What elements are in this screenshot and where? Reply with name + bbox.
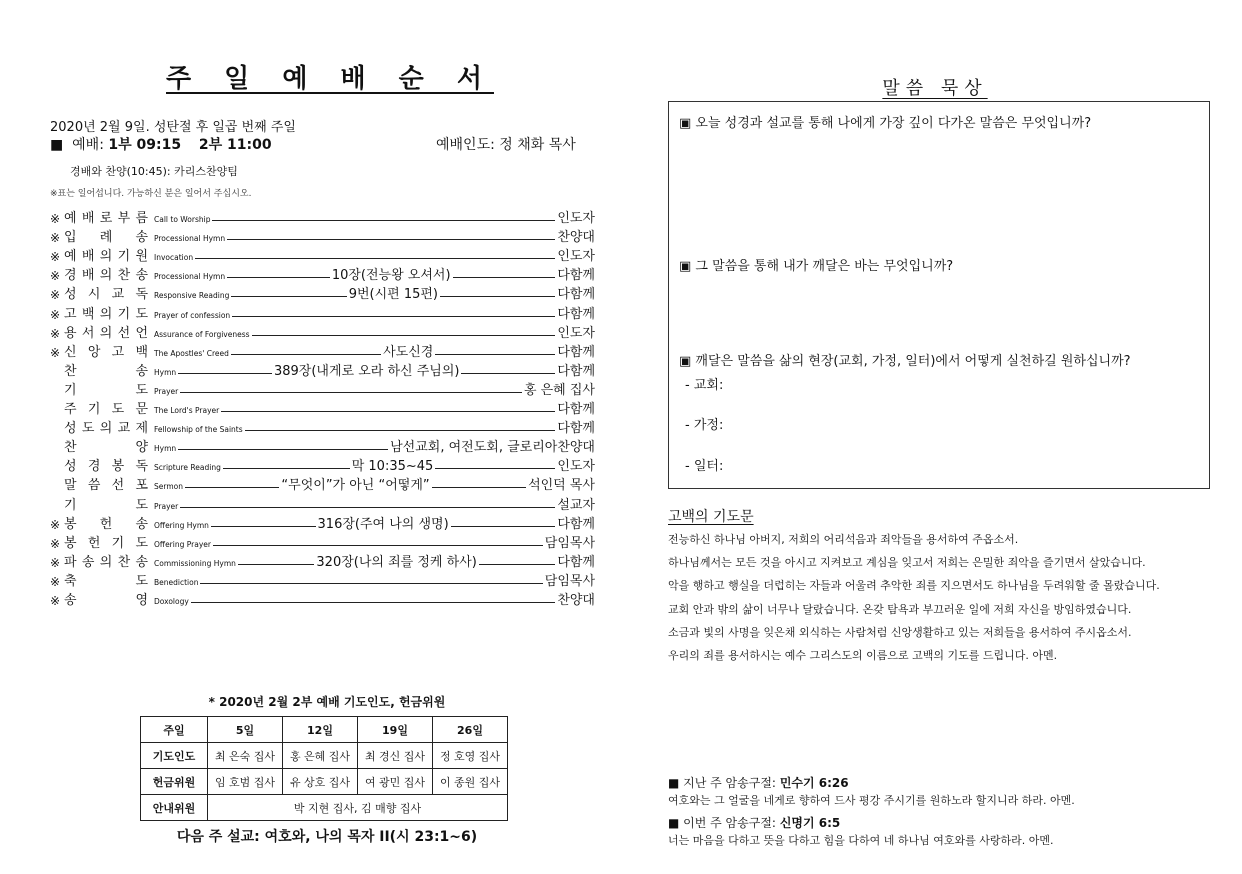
last-week-verse: 여호와는 그 얼굴을 네게로 향하여 드사 평강 주시기를 원하노라 할지니라 하라. 아멘. — [668, 794, 1075, 807]
service-date: 2020년 2월 9일. 성탄절 후 일곱 번째 주일 — [50, 120, 296, 135]
leader-line — [252, 335, 556, 336]
table-cell: 여 광민 집사 — [358, 769, 433, 795]
order-item-person: 인도자 — [557, 211, 595, 227]
order-item-korean: 기 도 — [64, 382, 148, 398]
leader-line — [180, 507, 555, 508]
table-cell: 정 호영 집사 — [433, 743, 508, 769]
leader-line — [195, 258, 555, 259]
table-row — [141, 795, 508, 821]
table-header: 26일 — [433, 717, 508, 743]
order-item-english: Assurance of Forgiveness — [154, 329, 250, 339]
order-item-english: The Lord's Prayer — [154, 406, 220, 416]
order-item-korean: 찬 송 — [64, 363, 148, 379]
schedule-table — [140, 716, 508, 821]
order-row — [50, 417, 595, 436]
leader-line — [432, 487, 526, 488]
meditation-title: 말씀 묵상 — [882, 78, 988, 99]
order-row — [50, 283, 595, 302]
order-item-person: 다함께 — [557, 516, 595, 532]
order-item-english: Invocation — [154, 253, 194, 263]
order-row — [50, 474, 595, 493]
standing-mark: ※ — [50, 250, 61, 265]
order-item-korean: 찬 양 — [64, 440, 148, 456]
table-cell: 최 은숙 집사 — [208, 743, 283, 769]
leader-line — [191, 602, 556, 603]
order-item-english: Hymn — [154, 444, 177, 454]
leader-line — [227, 239, 555, 240]
confession-line: 악을 행하고 행실을 더럽히는 자들과 어울려 추악한 죄를 지으면서도 하나님을 두려워할 줄 몰랐습니다. — [668, 579, 1160, 593]
order-item-english: Commissioning Hymn — [154, 558, 236, 568]
order-row — [50, 436, 595, 455]
this-week-verse-label — [668, 814, 840, 831]
table-header: 주일 — [141, 717, 208, 743]
worship-leader: 예배인도: 정 채화 목사 — [436, 137, 576, 153]
table-row-label: 헌금위원 — [141, 769, 208, 795]
order-row — [50, 532, 595, 551]
order-item-english: Fellowship of the Saints — [154, 425, 243, 435]
order-item-person: 다함께 — [557, 421, 595, 437]
order-item-person: 담임목사 — [544, 535, 595, 551]
order-item-person: 남선교회, 여전도회, 글로리아찬양대 — [390, 440, 595, 456]
order-item-korean: 예 배 의 기 원 — [64, 249, 148, 265]
last-week-verse-label — [668, 774, 849, 791]
standing-note: ※표는 일어섭니다. 가능하신 분은 일어서 주십시오. — [50, 189, 252, 199]
this-verse-ref: 신명기 6:5 — [779, 816, 841, 830]
order-row — [50, 341, 595, 360]
leader-line — [435, 468, 555, 469]
table-row — [141, 769, 508, 795]
order-row — [50, 207, 595, 226]
leader-line — [461, 373, 555, 374]
leader-line — [178, 373, 272, 374]
order-row — [50, 360, 595, 379]
confession-line: 우리의 죄를 용서하시는 예수 그리스도의 이름으로 고백의 기도를 드립니다. 아멘. — [668, 649, 1058, 663]
standing-mark: ※ — [50, 555, 61, 570]
order-item-person: 다함께 — [557, 268, 595, 284]
order-item-person: 다함께 — [557, 306, 595, 322]
leader-line — [180, 392, 522, 393]
standing-mark: ※ — [50, 326, 61, 341]
order-item-english: Sermon — [154, 482, 183, 492]
order-item-person: 찬양대 — [557, 230, 595, 246]
standing-mark: ※ — [50, 307, 61, 322]
order-item-person: 인도자 — [557, 459, 595, 475]
leader-line — [178, 449, 388, 450]
table-row — [141, 743, 508, 769]
order-item-content: 389장(내게로 오라 하신 주님의) — [273, 363, 460, 379]
leader-line — [223, 468, 350, 469]
order-item-korean: 경 배 의 찬 송 — [64, 268, 148, 284]
order-row — [50, 322, 595, 341]
last-verse-heading: ■ 지난 주 암송구절: — [668, 776, 776, 790]
order-row — [50, 302, 595, 321]
order-row — [50, 589, 595, 608]
order-item-korean: 송 영 — [64, 592, 148, 608]
standing-mark: ※ — [50, 212, 61, 227]
leader-line — [200, 583, 542, 584]
standing-mark: ※ — [50, 345, 61, 360]
standing-mark: ※ — [50, 593, 61, 608]
order-item-english: Offering Prayer — [154, 539, 211, 549]
order-item-korean: 봉 헌 기 도 — [64, 535, 148, 551]
bulletin-title: 주 일 예 배 순 서 — [166, 64, 494, 94]
order-item-person: 석인덕 목사 — [528, 478, 595, 494]
standing-mark: ※ — [50, 574, 61, 589]
order-item-english: Prayer — [154, 386, 179, 396]
table-header: 5일 — [208, 717, 283, 743]
table-row — [141, 717, 508, 743]
order-item-content: 사도신경 — [383, 344, 434, 360]
leader-line — [227, 277, 330, 278]
order-item-english: Processional Hymn — [154, 234, 226, 244]
confession-line: 하나님께서는 모든 것을 아시고 지켜보고 계심을 잊고서 저희는 은밀한 죄악을 즐기면서 살았습니다. — [668, 556, 1146, 570]
order-of-service — [50, 207, 595, 608]
praise-team: 경배와 찬양(10:45): 카리스찬양팀 — [70, 165, 238, 178]
order-item-korean: 말 씀 선 포 — [64, 478, 148, 494]
order-item-person: 인도자 — [557, 325, 595, 341]
leader-line — [185, 487, 279, 488]
leader-line — [435, 354, 555, 355]
standing-mark: ※ — [50, 536, 61, 551]
order-item-korean: 축 도 — [64, 573, 148, 589]
order-item-korean: 성 도 의 교 제 — [64, 421, 148, 437]
order-item-korean: 성 시 교 독 — [64, 287, 148, 303]
order-row — [50, 493, 595, 512]
standing-mark: ※ — [50, 288, 61, 303]
confession-title: 고백의 기도문 — [668, 509, 754, 525]
leader-line — [211, 526, 316, 527]
order-item-content: 320장(나의 죄를 정케 하사) — [316, 554, 477, 570]
order-item-content: 10장(전능왕 오셔서) — [331, 268, 451, 284]
last-verse-ref: 민수기 6:26 — [779, 776, 849, 790]
order-item-person: 다함께 — [557, 287, 596, 303]
apply-work: - 일터: — [685, 459, 724, 474]
order-item-english: Prayer — [154, 501, 179, 511]
order-item-korean: 신 앙 고 백 — [64, 344, 148, 360]
order-item-korean: 예 배 로 부 름 — [64, 211, 148, 227]
order-row — [50, 570, 595, 589]
apply-church: - 교회: — [685, 378, 724, 393]
order-item-person: 다함께 — [557, 344, 595, 360]
leader-line — [213, 545, 543, 546]
order-item-english: Benediction — [154, 577, 199, 587]
order-item-korean: 파 송 의 찬 송 — [64, 554, 148, 570]
order-item-person: 다함께 — [557, 402, 595, 418]
order-row — [50, 513, 595, 532]
second-service-time: 2부 11:00 — [198, 137, 272, 153]
order-item-korean: 주 기 도 문 — [64, 402, 148, 418]
this-verse-heading: ■ 이번 주 암송구절: — [668, 816, 776, 830]
order-item-korean: 고 백 의 기 도 — [64, 306, 148, 322]
order-item-content: 316장(주여 나의 생명) — [317, 516, 449, 532]
order-item-english: Doxology — [154, 596, 189, 606]
leader-line — [231, 354, 381, 355]
order-row — [50, 398, 595, 417]
order-row — [50, 245, 595, 264]
table-cell: 홍 은혜 집사 — [283, 743, 358, 769]
order-item-person: 인도자 — [557, 249, 595, 265]
first-service-time: 1부 09:15 — [108, 137, 182, 153]
order-item-content: 9번(시편 15편) — [348, 287, 439, 303]
leader-line — [232, 316, 555, 317]
table-header: 19일 — [358, 717, 433, 743]
order-item-english: Hymn — [154, 367, 177, 377]
order-row — [50, 226, 595, 245]
order-item-person: 찬양대 — [557, 592, 595, 608]
order-item-korean: 기 도 — [64, 497, 148, 513]
order-item-person: 담임목사 — [544, 573, 595, 589]
order-item-english: Offering Hymn — [154, 520, 209, 530]
leader-line — [451, 526, 556, 527]
order-item-english: Processional Hymn — [154, 272, 226, 282]
standing-mark: ※ — [50, 269, 61, 284]
table-header: 12일 — [283, 717, 358, 743]
schedule-title: * 2020년 2월 2부 예배 기도인도, 헌금위원 — [208, 695, 446, 709]
order-item-content: “무엇이”가 아닌 “어떻게” — [281, 478, 430, 494]
order-item-person: 다함께 — [557, 363, 596, 379]
standing-mark: ※ — [50, 231, 61, 246]
table-row-label: 기도인도 — [141, 743, 208, 769]
meditation-box — [668, 101, 1210, 489]
table-cell: 임 호범 집사 — [208, 769, 283, 795]
next-week-sermon: 다음 주 설교: 여호와, 나의 목자 II(시 23:1~6) — [176, 829, 478, 845]
service-times — [50, 134, 272, 154]
meditation-question-2: ▣ 그 말씀을 통해 내가 깨달은 바는 무엇입니까? — [679, 259, 954, 274]
order-item-korean: 성 경 봉 독 — [64, 459, 148, 475]
leader-line — [212, 220, 555, 221]
table-cell: 최 경신 집사 — [358, 743, 433, 769]
order-item-content: 막 10:35~45 — [351, 459, 434, 475]
confession-line: 교회 안과 밖의 삶이 너무나 달랐습니다. 온갖 탐욕과 부끄러운 일에 저희 자신을 방임하였습니다. — [668, 602, 1132, 616]
meditation-question-3: ▣ 깨달은 말씀을 삶의 현장(교회, 가정, 일터)에서 어떻게 실천하길 원하십니까? — [679, 354, 1131, 369]
order-item-english: Prayer of confession — [154, 310, 231, 320]
order-item-person: 홍 은혜 집사 — [523, 382, 595, 398]
order-item-person: 다함께 — [557, 554, 595, 570]
leader-line — [231, 296, 346, 297]
leader-line — [238, 564, 315, 565]
order-item-korean: 용 서 의 선 언 — [64, 325, 148, 341]
order-row — [50, 264, 595, 283]
order-item-english: Responsive Reading — [154, 291, 230, 301]
confession-line: 전능하신 하나님 아버지, 저희의 어리석음과 죄악들을 용서하여 주옵소서. — [668, 533, 1019, 546]
order-item-english: The Apostles' Creed — [154, 348, 229, 358]
confession-line: 소금과 빛의 사명을 잊은채 외식하는 사람처럼 신앙생활하고 있는 저희들을 용서하여 주시옵소서. — [668, 625, 1132, 639]
table-cell: 박 지현 집사, 김 매향 집사 — [208, 795, 508, 821]
order-item-korean: 입 례 송 — [64, 230, 148, 246]
order-item-korean: 봉 헌 송 — [64, 516, 148, 532]
order-item-person: 설교자 — [557, 497, 595, 513]
order-row — [50, 455, 595, 474]
table-row-label: 안내위원 — [141, 795, 208, 821]
bullet-icon: ■ — [50, 137, 64, 153]
standing-mark: ※ — [50, 517, 61, 532]
leader-line — [453, 277, 556, 278]
apply-home: - 가정: — [685, 418, 724, 433]
table-cell: 이 종원 집사 — [433, 769, 508, 795]
this-week-verse: 너는 마음을 다하고 뜻을 다하고 힘을 다하여 네 하나님 여호와를 사랑하라. 아멘. — [668, 834, 1054, 847]
confession-prayer — [668, 528, 1228, 667]
leader-line — [245, 430, 556, 431]
order-row — [50, 379, 595, 398]
order-item-english: Scripture Reading — [154, 463, 221, 473]
order-item-english: Call to Worship — [154, 215, 211, 225]
leader-line — [479, 564, 556, 565]
leader-line — [440, 296, 555, 297]
meditation-question-1: ▣ 오늘 성경과 설교를 통해 나에게 가장 깊이 다가온 말씀은 무엇입니까? — [679, 116, 1092, 131]
table-cell: 유 상호 집사 — [283, 769, 358, 795]
order-row — [50, 551, 595, 570]
times-label: 예배: — [72, 137, 104, 153]
leader-line — [221, 411, 555, 412]
